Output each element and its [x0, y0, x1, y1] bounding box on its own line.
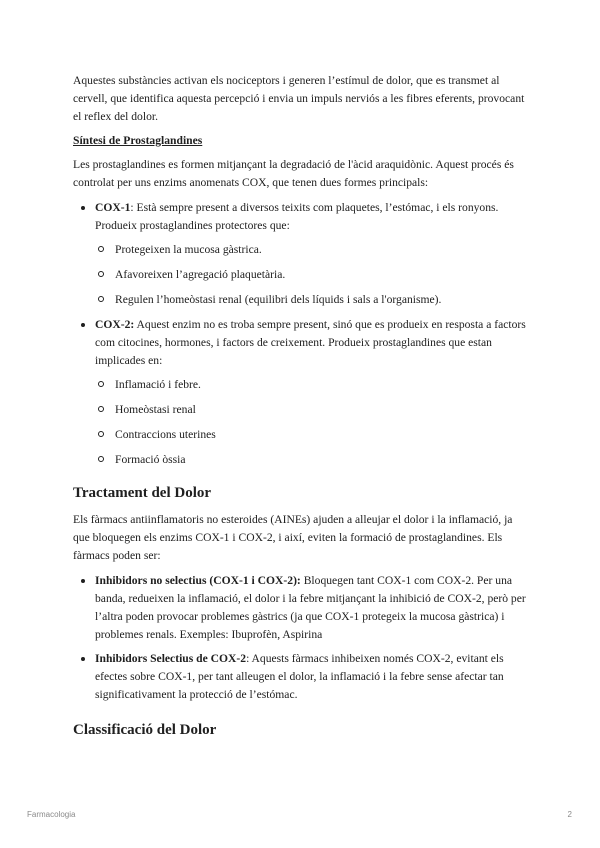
cox1-subitem: Regulen l’homeòstasi renal (equilibri dels líquids i sals a l'organisme).	[95, 291, 529, 309]
cox2-item	[73, 316, 529, 469]
treatment-list	[73, 572, 529, 704]
treatment-paragraph: Els fàrmacs antiinflamatoris no esteroides (AINEs) ajuden a alleujar el dolor i la inflamació, ja que bloquegen els enzims COX-1 i COX-2, i així, eviten la formació de prostaglandines. Els fàrmacs poden ser:	[73, 513, 513, 562]
treatment-item	[73, 572, 529, 644]
treatment-item-text: : Aquests fàrmacs inhibeixen només COX-2, evitant els efectes sobre COX-1, per tant alleugen el dolor, la inflamació i la febre sense afectar tan significativament la protecció de l’estómac.	[95, 652, 504, 701]
cox-list	[73, 199, 529, 469]
cox2-subitem: Inflamació i febre.	[95, 376, 529, 394]
cox2-subitem: Contraccions uterines	[95, 426, 529, 444]
page-number: 2	[567, 810, 572, 819]
cox1-sublist	[95, 241, 529, 309]
treatment-item	[73, 650, 529, 704]
treatment-item-term: Inhibidors no selectius (COX-1 i COX-2):	[95, 574, 301, 587]
cox1-item	[73, 199, 529, 309]
cox1-term: COX-1	[95, 201, 131, 214]
cox2-subitem: Homeòstasi renal	[95, 401, 529, 419]
treatment-item-text: Bloquegen tant COX-1 com COX-2. Per una banda, redueixen la inflamació, el dolor i la febre mitjançant la inhibició de COX-2, però per l’altra poden provocar problemes gàstrics (ja que COX-1 protegeix la mucosa gàstrica) i problemes renals. Exemples: Ibuprofèn, Aspirina	[95, 574, 526, 641]
cox2-term: COX-2:	[95, 318, 135, 331]
cox2-text: Aquest enzim no es troba sempre present, sinó que es produeix en resposta a factors com citocines, hormones, i factors de creixement. Produeix prostaglandines que estan implicades en:	[95, 318, 526, 367]
treatment-heading: Tractament del Dolor	[73, 485, 212, 501]
cox2-sublist	[95, 376, 529, 469]
cox1-subitem: Protegeixen la mucosa gàstrica.	[95, 241, 529, 259]
cox1-subitem: Afavoreixen l’agregació plaquetària.	[95, 266, 529, 284]
intro-paragraph: Aquestes substàncies activan els nociceptors i generen l’estímul de dolor, que es transmet al cervell, que identifica aquesta percepció i envia un impuls nerviós a les fibres eferents, provocant el reflex del dolor.	[73, 74, 525, 123]
synthesis-paragraph: Les prostaglandines es formen mitjançant la degradació de l'àcid araquidònic. Aquest procés és controlat per uns enzims anomenats COX, que tenen dues formes principals:	[73, 158, 514, 189]
synthesis-heading: Síntesi de Prostaglandines	[73, 134, 203, 147]
classification-heading: Classificació del Dolor	[73, 722, 217, 738]
footer-title: Farmacologia	[27, 810, 76, 819]
cox1-text: : Està sempre present a diversos teixits com plaquetes, l’estómac, i els ronyons. Produeix prostaglandines protectores que:	[95, 201, 499, 232]
treatment-item-term: Inhibidors Selectius de COX-2	[95, 652, 247, 665]
cox2-subitem: Formació òssia	[95, 451, 529, 469]
page-content	[73, 72, 529, 748]
